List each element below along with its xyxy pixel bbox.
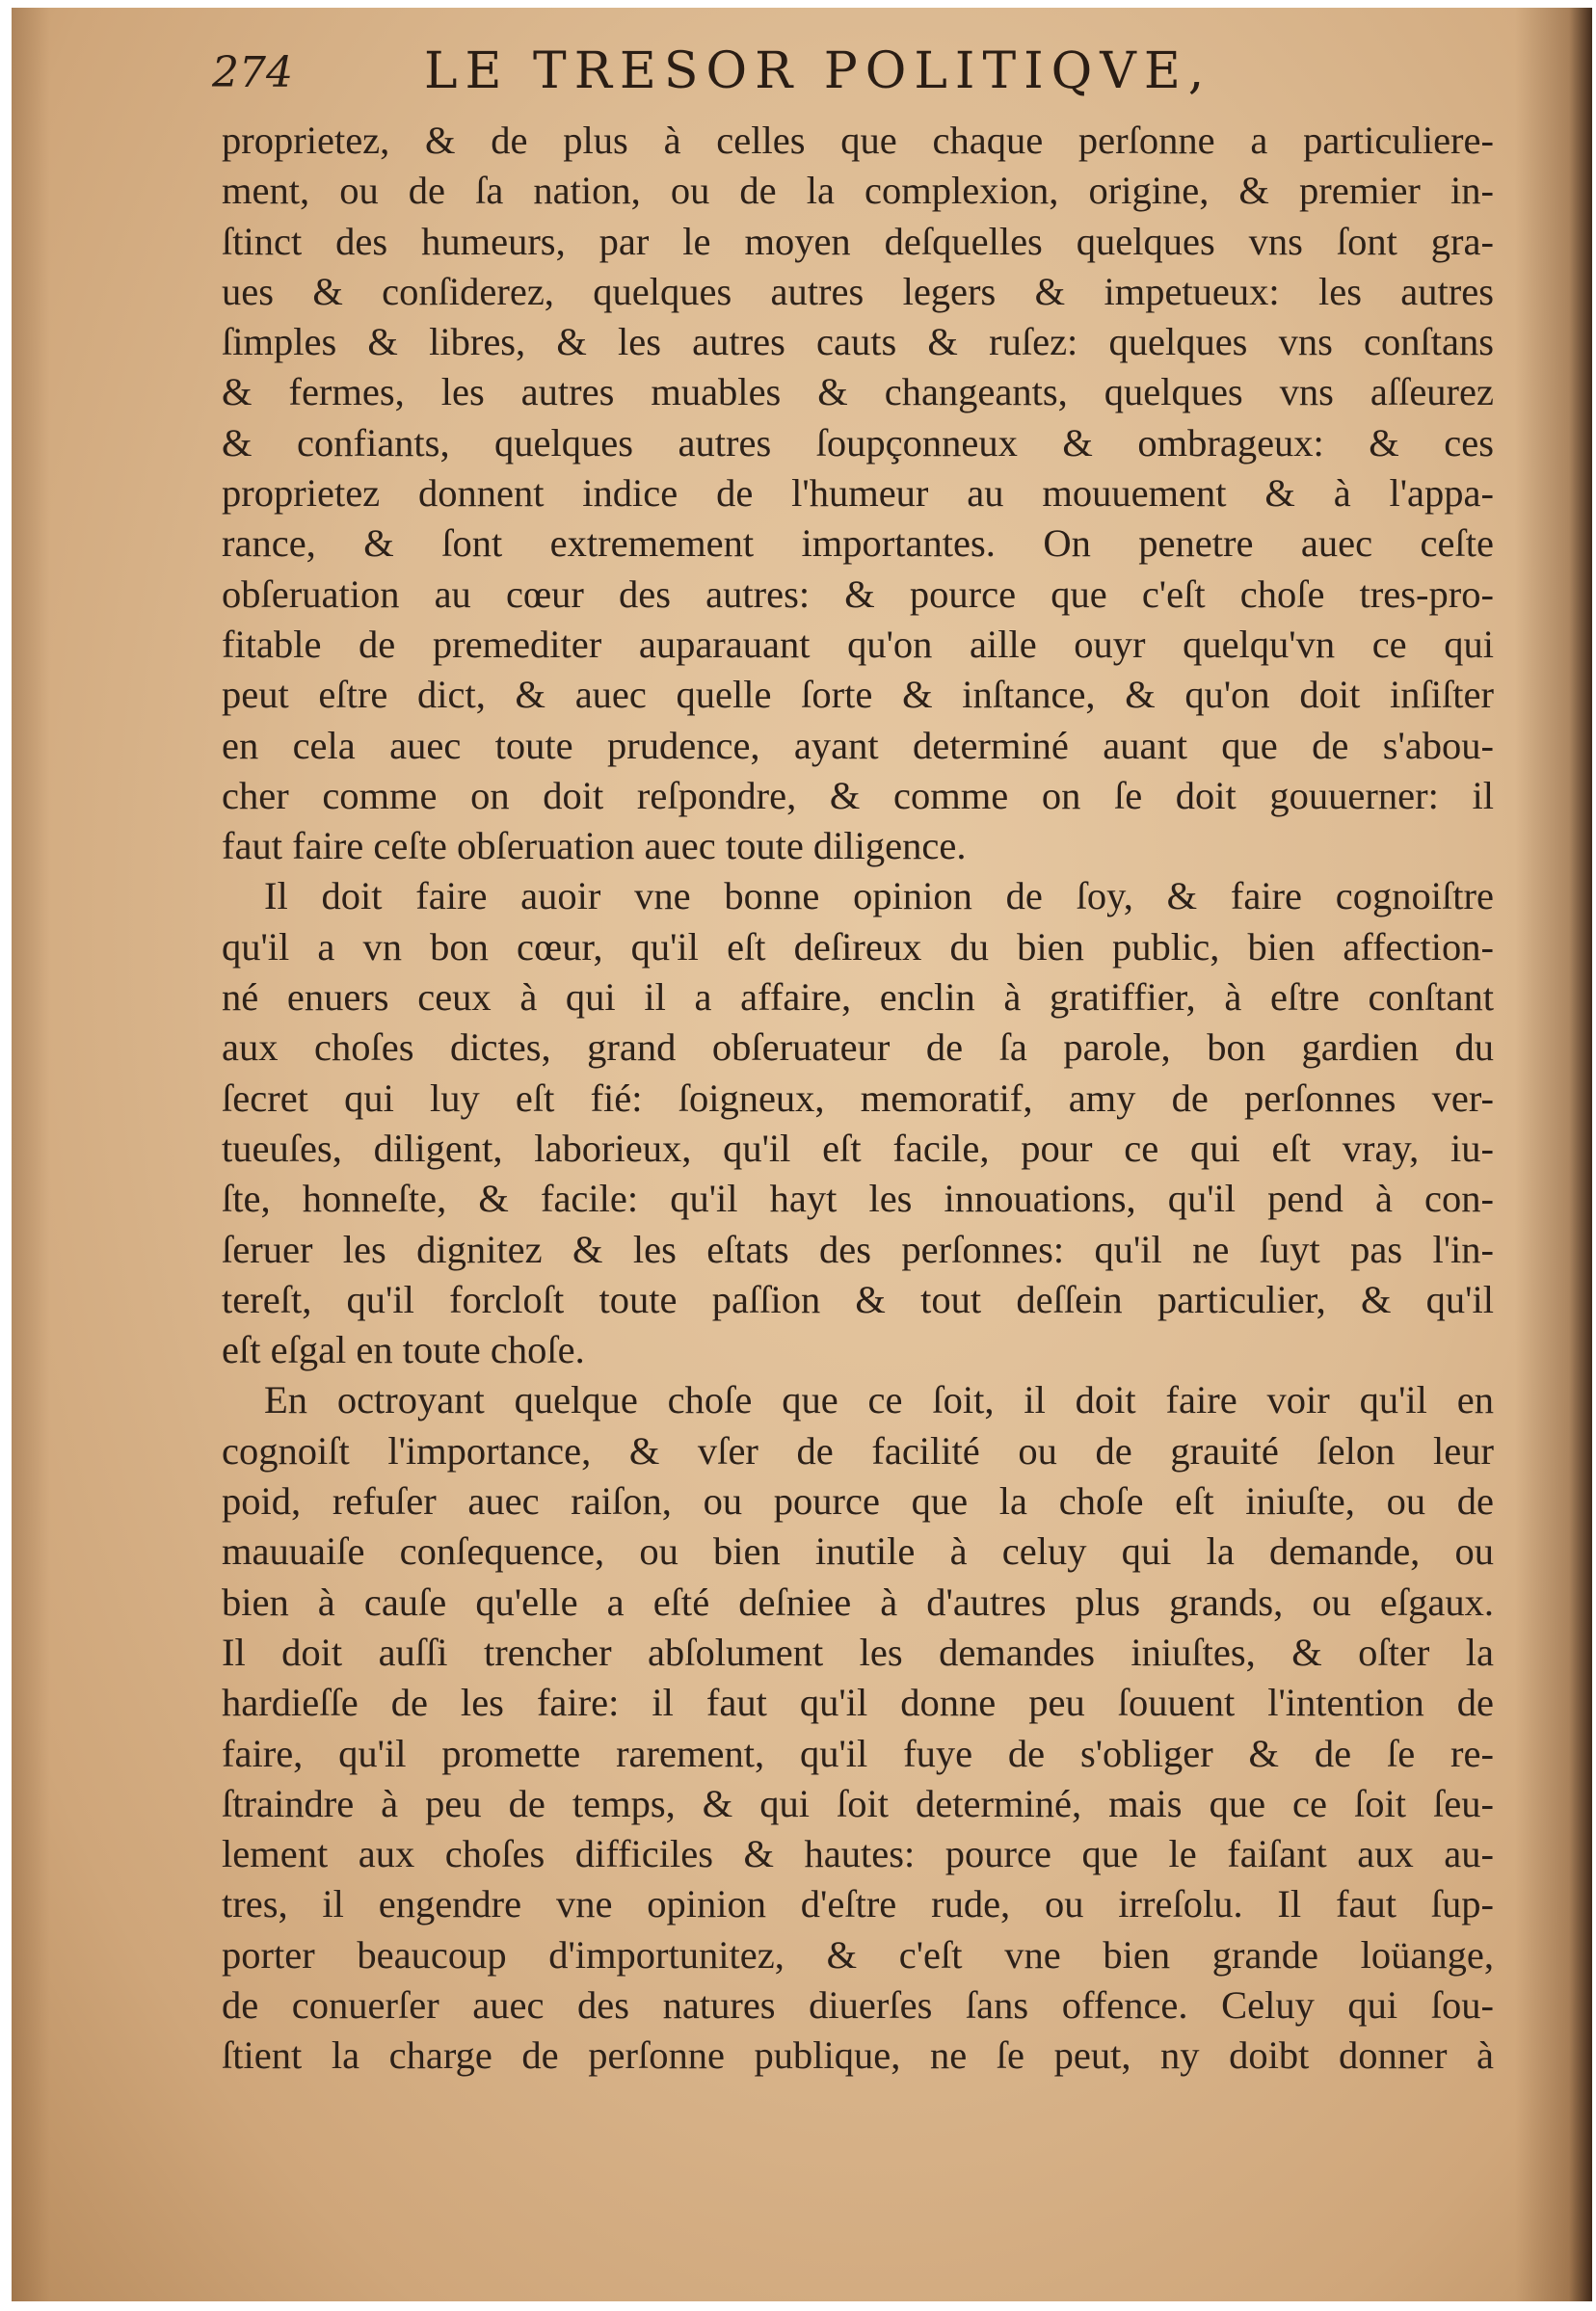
text-line: & confiants, quelques autres ſoupçonneux & ombrageux: & ces: [222, 420, 1494, 465]
text-line: rance, & ſont extremement importantes. On penetre auec ceſte: [222, 521, 1494, 566]
text-line: peut eſtre dict, & auec quelle ſorte & inſtance, & qu'on doit inſiſter: [222, 673, 1494, 717]
text-line: lement aux choſes difficiles & hautes: pource que le faiſant aux au-: [222, 1832, 1494, 1876]
text-line: cognoiſt l'importance, & vſer de facilité ou de grauité ſelon leur: [222, 1428, 1494, 1473]
page-number: 274: [212, 48, 293, 97]
text-line: ment, ou de ſa nation, ou de la complexion, origine, & premier in-: [222, 169, 1494, 213]
text-line: ſecret qui luy eſt fié: ſoigneux, memoratif, amy de perſonnes ver-: [222, 1076, 1494, 1120]
text-line: aux choſes dictes, grand obſeruateur de ſa parole, bon gardien du: [222, 1025, 1494, 1070]
text-line: ſeruer les dignitez & les eſtats des perſonnes: qu'il ne ſuyt pas l'in-: [222, 1227, 1494, 1271]
paragraph-2: [222, 871, 1494, 1375]
text-line: ſtient la charge de perſonne publique, ne ſe peut, ny doibt donner à: [222, 2033, 1494, 2078]
paragraph-3: [222, 1375, 1494, 2081]
text-line: tres, il engendre vne opinion d'eſtre rude, ou irreſolu. Il faut ſup-: [222, 1882, 1494, 1926]
text-line: fitable de premediter auparauant qu'on aille ouyr quelqu'vn ce qui: [222, 622, 1494, 666]
text-line: hardieſſe de les faire: il faut qu'il donne peu ſouuent l'intention de: [222, 1681, 1494, 1725]
text-line: proprietez, & de plus à celles que chaque perſonne a particuliere-: [222, 119, 1494, 162]
text-line: & fermes, les autres muables & changeants, quelques vns aſſeurez: [222, 370, 1494, 414]
paragraph-1: [222, 116, 1494, 871]
text-line: poid, refuſer auec raiſon, ou pource que la choſe eſt iniuſte, ou de: [222, 1479, 1494, 1524]
page-gutter-shadow-left: [12, 8, 50, 2301]
running-header: [212, 42, 1320, 100]
text-line: ſte, honneſte, & facile: qu'il hayt les innouations, qu'il pend à con-: [222, 1177, 1494, 1221]
text-line: faut faire ceſte obſeruation auec toute diligence.: [222, 824, 967, 868]
text-line: ues & conſiderez, quelques autres legers & impetueux: les autres: [222, 269, 1494, 313]
text-line: obſeruation au cœur des autres: & pource que c'eſt choſe tres-pro-: [222, 571, 1494, 616]
text-line: porter beaucoup d'importunitez, & c'eſt vne bien grande loüange,: [222, 1932, 1494, 1977]
text-line: Il doit faire auoir vne bonne opinion de ſoy, & faire cognoiſtre: [264, 874, 1494, 918]
text-line: ſtraindre à peu de temps, & qui ſoit determiné, mais que ce ſoit ſeu-: [222, 1781, 1494, 1825]
running-title: LE TRESOR POLITIQVE,: [424, 42, 1212, 100]
page-gutter-shadow-right: [1515, 8, 1592, 2301]
body-text: [222, 116, 1494, 2082]
text-line: de conuerſer auec des natures diuerſes ſans offence. Celuy qui ſou-: [222, 1982, 1494, 2027]
text-line: ſtinct des humeurs, par le moyen deſquelles quelques vns ſont gra-: [222, 219, 1494, 263]
text-line: tueuſes, diligent, laborieux, qu'il eſt facile, pour ce qui eſt vray, iu-: [222, 1126, 1494, 1170]
text-line: faire, qu'il promette rarement, qu'il fuye de s'obliger & de ſe re-: [222, 1731, 1494, 1775]
text-line: mauuaiſe conſequence, ou bien inutile à celuy qui la demande, ou: [222, 1529, 1494, 1574]
text-line: En octroyant quelque choſe que ce ſoit, il doit faire voir qu'il en: [264, 1378, 1494, 1422]
text-line: ſimples & libres, & les autres cauts & ruſez: quelques vns conſtans: [222, 320, 1494, 364]
text-line: né enuers ceux à qui il a affaire, enclin à gratiffier, à eſtre conſtant: [222, 975, 1494, 1020]
text-line: eſt eſgal en toute choſe.: [222, 1328, 585, 1372]
book-page: [12, 8, 1592, 2301]
text-line: en cela auec toute prudence, ayant determiné auant que de s'abou-: [222, 723, 1494, 767]
text-line: Il doit auſſi trencher abſolument les demandes iniuſtes, & oſter la: [222, 1630, 1494, 1674]
text-line: proprietez donnent indice de l'humeur au mouuement & à l'appa-: [222, 471, 1494, 516]
text-line: cher comme on doit reſpondre, & comme on ſe doit gouuerner: il: [222, 773, 1494, 817]
text-line: bien à cauſe qu'elle a eſté deſniee à d'autres plus grands, ou eſgaux.: [222, 1580, 1494, 1624]
text-line: tereſt, qu'il forcloſt toute paſſion & tout deſſein particulier, & qu'il: [222, 1277, 1494, 1321]
text-line: qu'il a vn bon cœur, qu'il eſt deſireux du bien public, bien affection-: [222, 924, 1494, 969]
